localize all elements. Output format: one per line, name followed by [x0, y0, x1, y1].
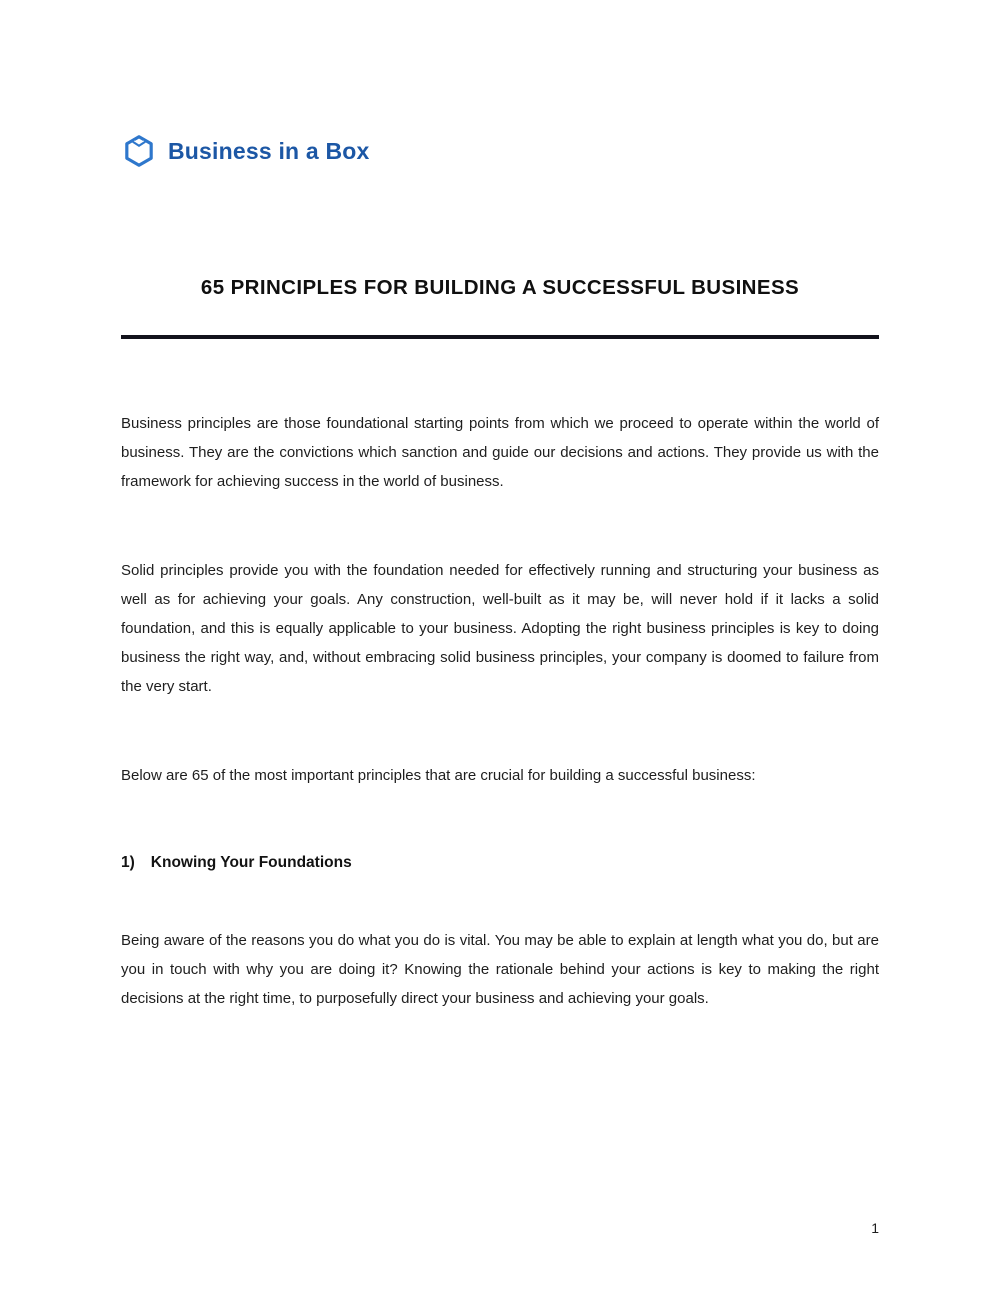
- page-number: 1: [871, 1220, 879, 1236]
- box-cube-icon: [121, 133, 157, 169]
- section-heading: [121, 854, 879, 872]
- section-paragraph: Being aware of the reasons you do what you do is vital. You may be able to explain at length what you do, but are you in touch with why you are doing it? Knowing the rationale behind your actions is key to making the right decisions at the right time, to purposefully direct your business and achieving your goals.: [121, 931, 879, 1007]
- title-divider: [121, 335, 879, 339]
- intro-paragraph-1: Business principles are those foundational starting points from which we proceed to operate within the world of business. They are the convictions which sanction and guide our decisions and actions. They provide us with the framework for achieving success in the world of business.: [121, 414, 879, 490]
- brand-logo: [121, 133, 879, 169]
- section-number: 1): [121, 853, 135, 871]
- intro-paragraph-3: Below are 65 of the most important principles that are crucial for building a successful business:: [121, 766, 756, 784]
- intro-paragraph-2: Solid principles provide you with the foundation needed for effectively running and structuring your business as well as for achieving your goals. Any construction, well-built as it may be, will never hold if it lacks a solid foundation, and this is equally applicable to your business. Adopting the right business principles is key to doing business the right way, and, without embracing solid business principles, your company is doomed to failure from the very start.: [121, 561, 879, 695]
- section-title: Knowing Your Foundations: [150, 853, 352, 871]
- brand-name: Business in a Box: [168, 137, 370, 164]
- document-title: 65 PRINCIPLES FOR BUILDING A SUCCESSFUL BUSINESS: [200, 276, 800, 299]
